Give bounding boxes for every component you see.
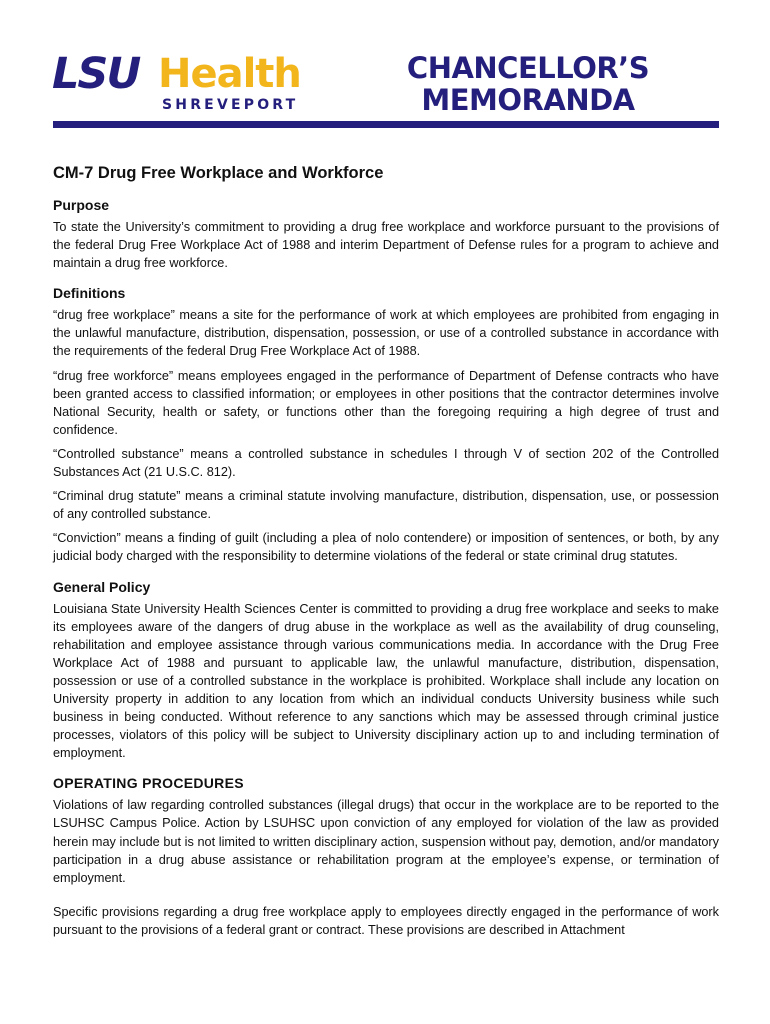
memoranda-title-line1: CHANCELLOR’S <box>406 51 650 85</box>
general-policy-text: Louisiana State University Health Sciences Center is committed to providing a drug free workplace and seeks to make its employees aware of the dangers of drug abuse in the workplace as well as the availability of drug counseling, rehabilitation and employee assistance through various communications media. In accordance with the Drug Free Workplace Act of 1988 and pursuant to applicable law, the unlawful manufacture, distribution, dispensation, possession or use of a controlled substance in the workplace is prohibited. Workplace shall include any location on University property in addition to any location from which an individual conducts University business while such business in being conducted. Without reference to any sanctions which may be assessed through criminal justice processes, violators of this policy will be subject to University disciplinary action up to and including termination of employment. <box>53 601 719 761</box>
document-title: CM-7 Drug Free Workplace and Workforce <box>53 164 384 182</box>
purpose-text: To state the University’s commitment to providing a drug free workplace and workforce pursuant to the provisions of the federal Drug Free Workplace Act of 1988 and interim Department of Defense rules for a program to achieve and maintain a drug free workforce. <box>53 220 719 271</box>
definition-item: “Conviction” means a finding of guilt (including a plea of nolo contendere) or imposition of sentences, or both, by any judicial body charged with the responsibility to determine violations of the federal or state criminal drug statutes. <box>53 531 719 564</box>
operating-procedures-text-continued: Specific provisions regarding a drug free workplace apply to employees directly engaged in the performance of work pursuant to the provisions of a federal grant or contract. These provisions are described in Attachment <box>53 904 719 937</box>
general-policy-section <box>53 578 719 763</box>
purpose-heading: Purpose <box>53 197 110 213</box>
operating-procedures-section <box>53 774 719 939</box>
general-policy-heading: General Policy <box>53 578 151 595</box>
shreveport-logo-text: SHREVEPORT <box>162 97 299 113</box>
header-divider <box>53 121 719 128</box>
document-body <box>53 162 719 951</box>
operating-procedures-heading: OPERATING PROCEDURES <box>53 775 244 792</box>
definitions-section <box>53 284 719 565</box>
memoranda-title <box>398 52 658 116</box>
definition-item: “drug free workforce” means employees engaged in the performance of Department of Defense contracts who have been granted access to classified information; or employees in other positions that the contractor determines involve National Security, health or safety, or functions other than the foregoing requiring a high degree of trust and confidence. <box>53 368 719 437</box>
lsu-logo-wordmark: LSU <box>52 49 140 99</box>
purpose-section <box>53 196 719 272</box>
definition-item: “Controlled substance” means a controlled substance in schedules I through V of section 202 of the Controlled Substances Act (21 U.S.C. 812). <box>53 446 719 480</box>
memo-header <box>0 0 770 130</box>
definition-item: “drug free workplace” means a site for the performance of work at which employees are prohibited from engaging in the unlawful manufacture, distribution, dispensation, possession, or use of a controlled substance in accordance with the requirements of the federal Drug Free Workplace Act of 1988. <box>53 308 719 359</box>
operating-procedures-text: Violations of law regarding controlled substances (illegal drugs) that occur in the workplace are to be reported to the LSUHSC Campus Police. Action by LSUHSC upon conviction of any employed for violation of the law as provided herein may include but is not limited to written disciplinary action, suspension without pay, demotion, and/or mandatory participation in a drug abuse assistance or rehabilitation program at the employee’s expense, or termination of employment. <box>53 798 719 885</box>
definitions-heading: Definitions <box>53 285 126 302</box>
paragraph-gap <box>53 893 719 903</box>
definition-item: “Criminal drug statute” means a criminal statute involving manufacture, distribution, dispensation, use, or possession of any controlled substance. <box>53 489 719 522</box>
health-logo-wordmark: Health <box>158 51 301 97</box>
memoranda-title-line2: MEMORANDA <box>421 83 635 117</box>
